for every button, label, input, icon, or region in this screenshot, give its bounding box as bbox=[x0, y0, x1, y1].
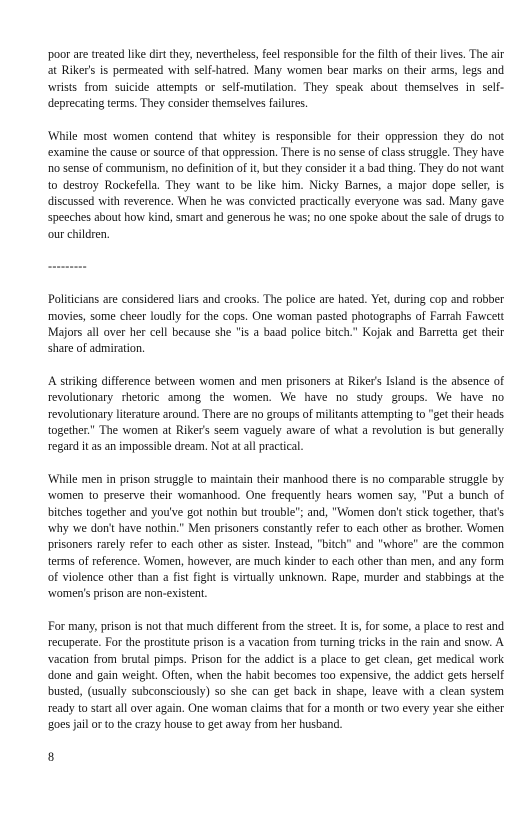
paragraph-womanhood: While men in prison struggle to maintain their manhood there is no comparable struggle by women to preserve their womanhood. One frequently hears women say, "Put a bunch of bitches together and you've got nothin but trouble"; and, "Women don't stick together, that's why we don't have nothin." Men prisoners constantly refer to each other as brother. Women prisoners rarely refer to each other as sister. Instead, "bitch" and "whore" are the common terms of reference. Women, however, are much kinder to each other than men, and any form of violence other than a fist fight is virtually unknown. Rape, murder and stabbings at the women's prison are non-existent. bbox=[48, 471, 504, 601]
paragraph-class-struggle: While most women contend that whitey is responsible for their oppression they do not examine the cause or source of that oppression. There is no sense of class struggle. They have no sense of communism, no definition of it, but they consider it a bad thing. They do not want to destroy Rockefella. They want to be like him. Nicky Barnes, a major dope seller, is discussed with reverence. When he was convicted practically everyone was sad. Many gave speeches about how kind, smart and generous he was; no one spoke about the sale of drugs to our children. bbox=[48, 128, 504, 241]
paragraph-revolutionary-rhetoric: A striking difference between women and men prisoners at Riker's Island is the absence of revolutionary rhetoric among the women. We have no study groups. We have no revolutionary literature around. There are no groups of militants attempting to "get their heads together." The women at Riker's seem vaguely aware of what a revolution is but generally regard it as an impossible dream. Not at all practical. bbox=[48, 373, 504, 454]
paragraph-politicians-police: Politicians are considered liars and crooks. The police are hated. Yet, during cop and robber movies, some cheer loudly for the cops. One woman pasted photographs of Farrah Fawcett Majors all over her cell because she "is a baad police bitch." Kojak and Barretta get their share of admiration. bbox=[48, 292, 504, 356]
section-separator: --------- bbox=[48, 259, 87, 274]
paragraph-prison-street: For many, prison is not that much different from the street. It is, for some, a place to rest and recuperate. For the prostitute prison is a vacation from turning tricks in the rain and snow. A vacation from brutal pimps. Prison for the addict is a place to get clean, get medical work done and gain weight. Often, when the habit becomes too expensive, the addict gets herself busted, (usually subconsciously) so she can get back in shape, leave with a clean system ready to start all over again. One woman claims that for a month or two every year she either goes jail or to the crazy house to get away from her husband. bbox=[48, 619, 504, 732]
document-page bbox=[48, 46, 504, 765]
page-number: 8 bbox=[48, 749, 55, 764]
paragraph-self-hatred: poor are treated like dirt they, nevertheless, feel responsible for the filth of their lives. The air at Riker's is permeated with self-hatred. Many women bear marks on their arms, legs and wrists from suicide attempts or self-mutilation. They speak about themselves in self-deprecating terms. They consider themselves failures. bbox=[48, 47, 504, 111]
